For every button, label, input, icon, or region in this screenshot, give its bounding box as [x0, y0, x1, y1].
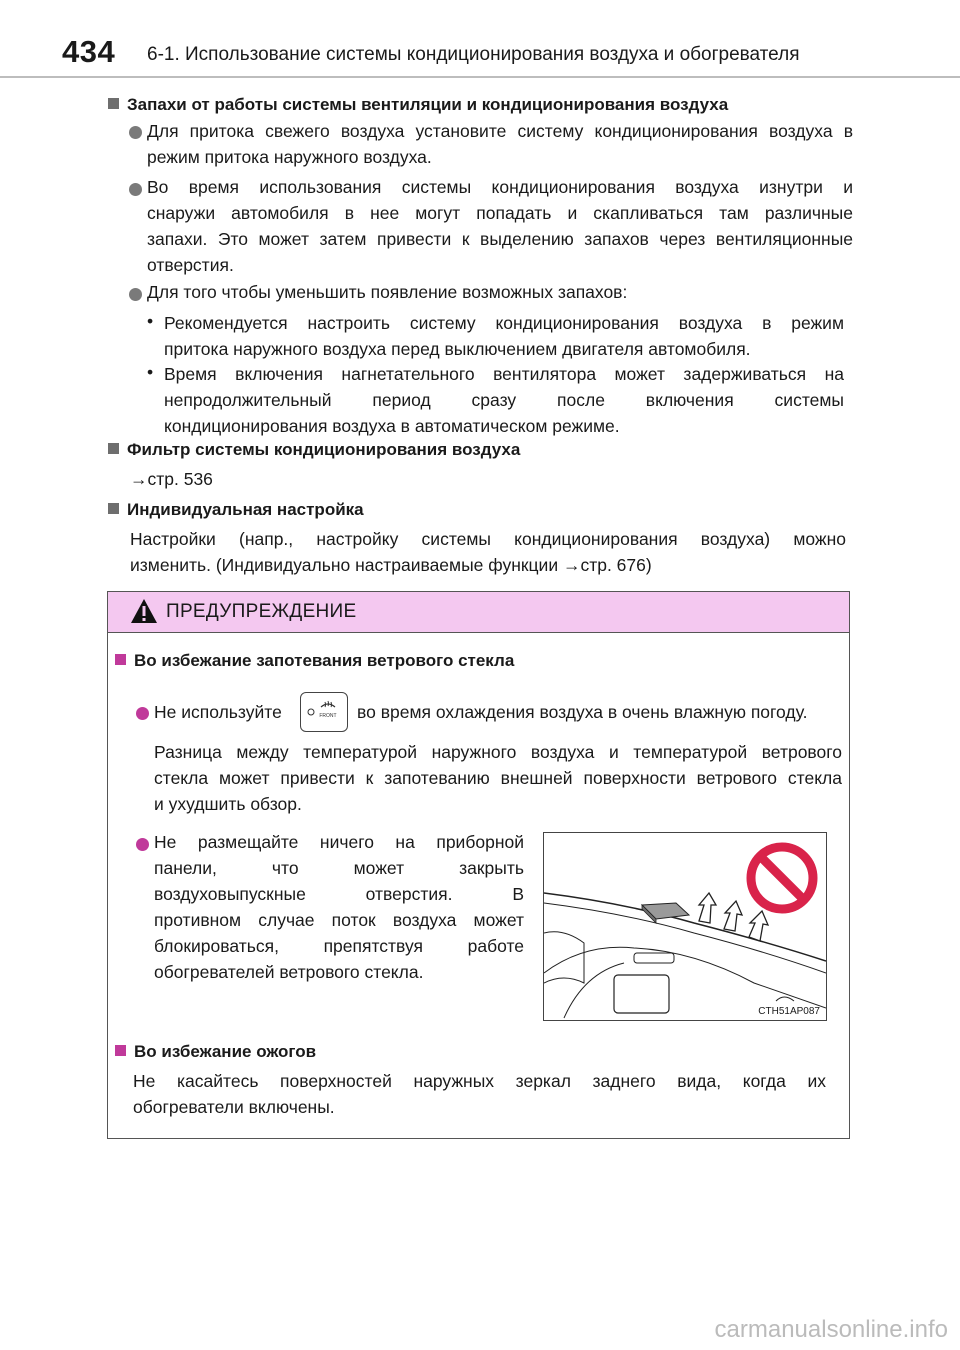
- odors-item-1: [147, 118, 853, 170]
- text-line: режим притока наружного воздуха.: [147, 147, 432, 167]
- text-line: отверстия.: [147, 255, 234, 275]
- text-line: Настройки (напр., настройку системы кондиционирования воздуха) можно: [130, 529, 846, 549]
- page-header: [0, 0, 960, 78]
- text-line: Время включения нагнетательного вентилятора может задерживаться на: [164, 364, 844, 384]
- text-line: обогреватели включены.: [133, 1097, 335, 1117]
- dash-bullet: •: [147, 362, 154, 382]
- front-label: FRONT: [319, 713, 337, 719]
- dashboard-drawing: [544, 833, 826, 1020]
- odors-item-2: [147, 174, 853, 278]
- odors-subitem-2: [164, 361, 844, 439]
- heading-text: Индивидуальная настройка: [127, 500, 364, 519]
- square-bullet-icon: [115, 1045, 126, 1056]
- section-heading-filter: [108, 440, 520, 460]
- dashboard-illustration: [543, 832, 827, 1021]
- dash-bullet: •: [147, 311, 154, 331]
- text-line: стекла может привести к запотеванию внешней поверхности ветрового стекла: [154, 768, 842, 788]
- fog-explanation: [154, 739, 842, 817]
- text-line: изменить. (Индивидуально настраиваемые функции →стр. 676): [130, 555, 652, 575]
- warning-header: [108, 592, 849, 633]
- panel-warning-item: [154, 829, 524, 985]
- odors-item-3: Для того чтобы уменьшить появление возможных запахов:: [147, 282, 628, 302]
- heading-text: Во избежание ожогов: [134, 1042, 317, 1061]
- text-line: Для притока свежего воздуха установите систему кондиционирования воздуха в: [147, 121, 853, 141]
- fog-item-before: Не используйте: [154, 702, 282, 722]
- text-line: Разница между температурой наружного воздуха и температурой ветрового: [154, 742, 842, 762]
- circle-bullet-icon: [136, 838, 149, 851]
- text-line: противном случае поток воздуха может: [154, 910, 524, 930]
- text-line: непродолжительный период сразу после включения системы: [164, 390, 844, 410]
- section-heading-odors: [108, 95, 728, 115]
- text-line: запахи. Это может затем привести к выделению запахов через вентиляционные: [147, 229, 853, 249]
- custom-text: [130, 526, 846, 578]
- illustration-code: CTH51AP087: [758, 1006, 820, 1017]
- text-line: Не касайтесь поверхностей наружных зеркал заднего вида, когда их: [133, 1071, 826, 1091]
- text-line: снаружи автомобиля в нее могут попадать и скапливаться там различные: [147, 203, 853, 223]
- fog-item-after: во время охлаждения воздуха в очень влажную погоду.: [357, 702, 808, 722]
- text-line: кондиционирования воздуха в автоматическом режиме.: [164, 416, 620, 436]
- header-divider: [0, 76, 960, 78]
- square-bullet-icon: [108, 503, 119, 514]
- heading-text: Запахи от работы системы вентиляции и кондиционирования воздуха: [127, 95, 729, 114]
- section-heading-custom: [108, 500, 364, 520]
- page-number: 434: [62, 34, 116, 69]
- burn-warning-text: [133, 1068, 826, 1120]
- text-line: блокироваться, препятствуя работе: [154, 936, 524, 956]
- warning-title: ПРЕДУПРЕЖДЕНИЕ: [166, 601, 357, 622]
- circle-bullet-icon: [129, 126, 142, 139]
- heading-text: Фильтр системы кондиционирования воздуха: [127, 440, 521, 459]
- odors-subitem-1: [164, 310, 844, 362]
- front-defroster-button-image: [300, 692, 348, 732]
- text-line: воздуховыпускные отверстия. В: [154, 884, 524, 904]
- circle-bullet-icon: [129, 183, 142, 196]
- heading-text: Во избежание запотевания ветрового стекла: [134, 651, 515, 670]
- text-line: и ухудшить обзор.: [154, 794, 302, 814]
- circle-bullet-icon: [136, 707, 149, 720]
- text-line: панели, что может закрыть: [154, 858, 524, 878]
- square-bullet-icon: [108, 443, 119, 454]
- circle-bullet-icon: [129, 288, 142, 301]
- front-defroster-icon: [301, 693, 347, 731]
- text-line: Рекомендуется настроить систему кондиционирования воздуха в режим: [164, 313, 844, 333]
- text-line: обогревателей ветрового стекла.: [154, 962, 424, 982]
- chapter-title: 6-1. Использование системы кондиционирования воздуха и обогревателя: [147, 44, 800, 65]
- filter-page-ref-link[interactable]: →стр. 536: [130, 469, 213, 489]
- text-line: Во время использования системы кондиционирования воздуха изнутри и: [147, 177, 853, 197]
- text-line: Не размещайте ничего на приборной: [154, 832, 524, 852]
- square-bullet-icon: [108, 98, 119, 109]
- text-line: притока наружного воздуха перед выключением двигателя автомобиля.: [164, 339, 751, 359]
- square-bullet-icon: [115, 654, 126, 665]
- warning-triangle-icon: [130, 598, 158, 624]
- warning-heading-burns: [115, 1042, 316, 1062]
- watermark: carmanualsonline.info: [714, 1316, 948, 1343]
- warning-heading-fog: [115, 651, 514, 671]
